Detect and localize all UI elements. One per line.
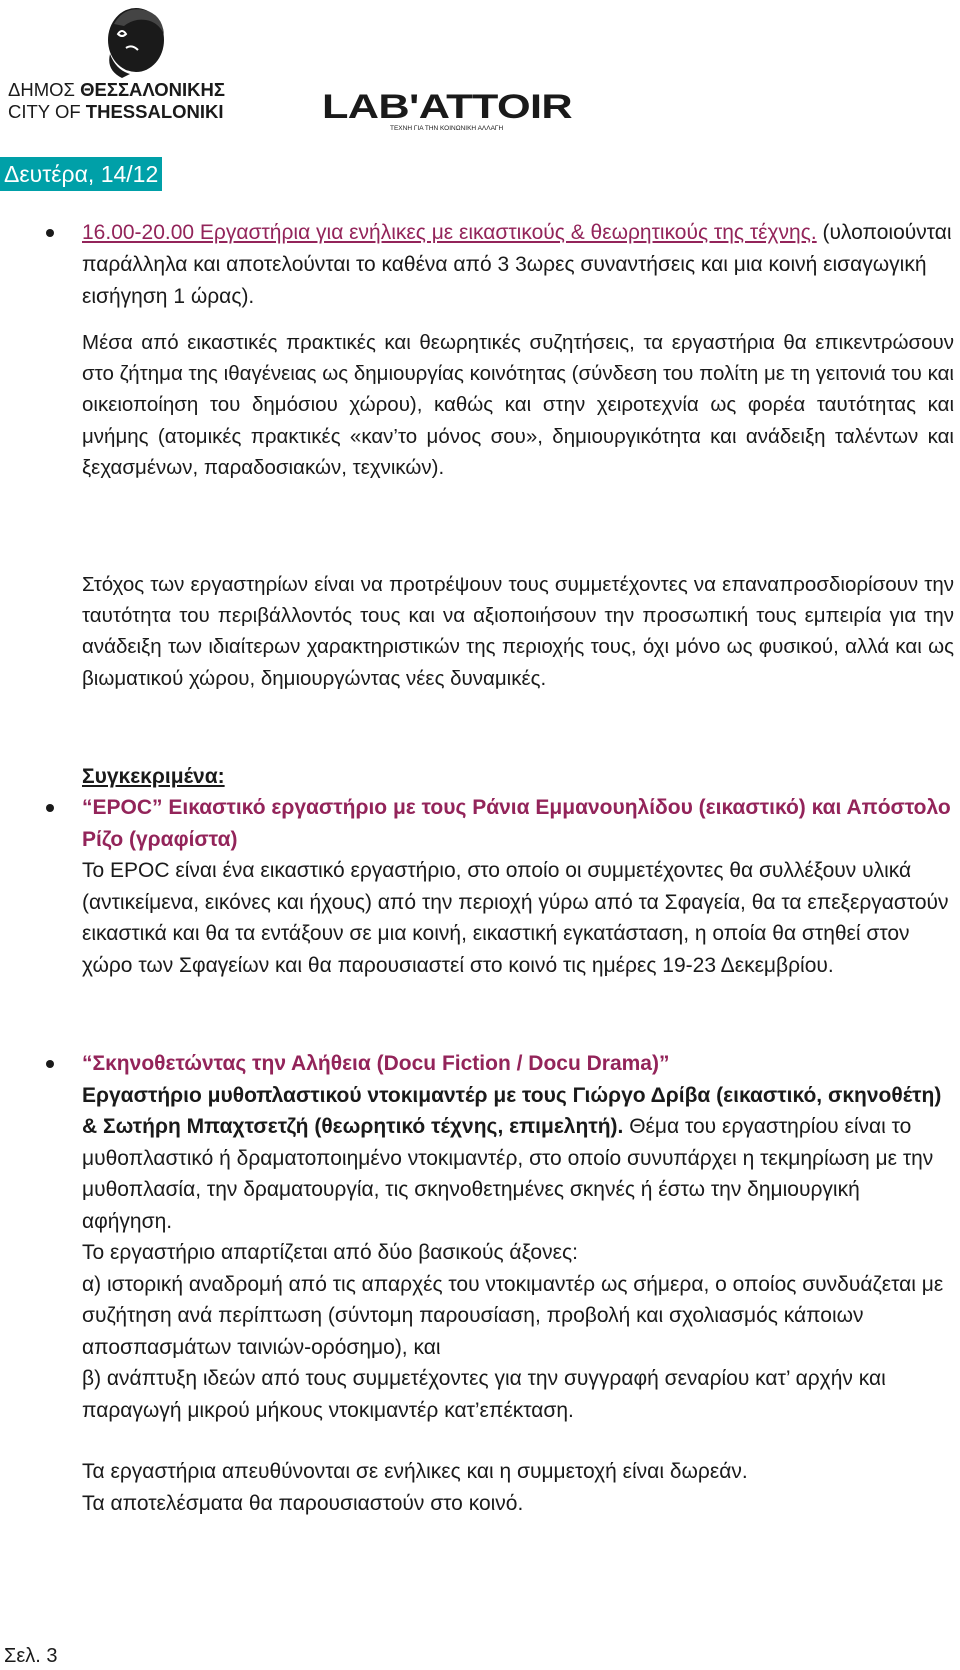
city-logo-prefix-en: CITY OF xyxy=(8,101,81,122)
city-logo-bold-gr: ΘΕΣΣΑΛΟΝΙΚΗΣ xyxy=(80,79,225,100)
paragraph-goals: Στόχος των εργαστηρίων είναι να προτρέψουν τους συμμετέχοντες να επαναπροσδιορίσουν την ταυτότητα του περιβάλλοντός τους και να αξιοποιήσουν την προσωπική τους εμπειρία για την ανάδειξη των ιδιαίτερων χαρακτηριστικών της περιοχής τους, όχι μόνο ως φυσικού, αλλά και ως βιωματικού χώρου, δημιουργώντας νέες δυναμικές. xyxy=(82,573,954,690)
page-number: Σελ. 3 xyxy=(4,1645,58,1667)
section-heading: Συγκεκριμένα: xyxy=(82,765,225,788)
svg-text:CITY OF THESSALONIKI xyxy=(8,101,224,122)
workshop-2-closing-1: Τα εργαστήρια απευθύνονται σε ενήλικες και η συμμετοχή είναι δωρεάν. xyxy=(82,1460,748,1483)
bullet-icon xyxy=(46,804,54,812)
alexander-head-emblem-icon xyxy=(108,8,164,78)
labattoir-logo xyxy=(322,88,574,132)
city-logo-prefix-gr: ΔΗΜΟΣ xyxy=(8,79,75,100)
workshop-2-subtitle: Εργαστήριο μυθοπλαστικού ντοκιμαντέρ με τους Γιώργο Δρίβα (εικαστικό, σκηνοθέτη) & Σωτήρη Μπαχτσετζή (θεωρητικό τέχνης, επιμελητή). xyxy=(82,1083,942,1138)
paragraph-intro: Μέσα από εικαστικές πρακτικές και θεωρητικές συζητήσεις, τα εργαστήρια θα επικεντρώσουν στο ζήτημα της ιθαγένειας ως δημιουργίας κοινότητας (σύνδεση του πολίτη με τη γειτονιά του και οικειοποίηση του δημόσιου χώρου), καθώς και στην χειροτεχνία ως φορέα ταυτότητας και μνήμης (ατομικές πρακτικές «καν’το μόνος σου», δημιουργικότητα και ανάδειξη ταλέντων και ξεχασμένων, παραδοσιακών, τεχνικών). xyxy=(82,331,954,479)
lab-logo-name: LAB'ATTOIR xyxy=(322,88,572,126)
workshop-2-item xyxy=(82,1048,954,1519)
workshop-2-closing-2: Τα αποτελέσματα θα παρουσιαστούν στο κοινό. xyxy=(82,1491,524,1515)
workshop-1-body: Το ΕΡΟC είναι ένα εικαστικό εργαστήριο, στο οποίο οι συμμετέχοντες θα συλλέξουν υλικά (αντικείμενα, εικόνες και ήχους) από την περιοχή γύρω από τα Σφαγεία, θα τα επεξεργαστούν εικαστικά και θα τα εντάξουν σε μια κοινή, εικαστική εγκατάσταση, η οποία θα στηθεί στον χώρο των Σφαγείων και θα παρουσιαστεί στο κοινό τις ημέρες 19-23 Δεκεμβρίου. xyxy=(82,859,949,977)
workshop-2-axes-intro: Το εργαστήριο απαρτίζεται από δύο βασικούς άξονες: xyxy=(82,1241,578,1264)
workshop-1-item xyxy=(82,792,954,981)
city-logo-bold-en: THESSALONIKI xyxy=(85,101,224,122)
workshop-2-body: Θέμα του εργαστηρίου είναι το μυθοπλαστικό ή δραματοποιημένο ντοκιμαντέρ, στο οποίο συνυπάρχει η τεκμηρίωση με την μυθοπλασία, την δραματουργία, τις σκηνοθετημένες σκηνές ή έστω την δημιουργική αφήγηση. xyxy=(82,1115,934,1233)
intro-note: (υλοποιούνται παράλληλα και αποτελούνται το καθένα από 3 3ωρες συναντήσεις και μια κοινή εισαγωγική εισήγηση 1 ώρας). xyxy=(82,221,952,308)
workshop-2-title: “Σκηνοθετώντας την Αλήθεια (Docu Fiction / Docu Drama)” xyxy=(82,1052,670,1075)
bullet-icon xyxy=(46,229,54,237)
intro-title: 16.00-20.00 Εργαστήρια για ενήλικες με εικαστικούς & θεωρητικούς της τέχνης. xyxy=(82,221,817,244)
workshop-1-title: “ΕΡΟC” Εικαστικό εργαστήριο με τους Ράνια Εμμανουηλίδου (εικαστικό) και Απόστολο Ρίζο (γραφίστα) xyxy=(82,796,951,851)
workshop-2-axis-a: α) ιστορική αναδρομή από τις απαρχές του ντοκιμαντέρ ως σήμερα, ο οποίος συνδυάζεται με συζήτηση ανά περίπτωση (σύντομη παρουσίαση, προβολή και σχολιασμός κάποιων αποσπασμάτων ταινιών-ορόσημο), και xyxy=(82,1272,944,1359)
intro-list-item xyxy=(82,217,954,313)
bullet-icon xyxy=(46,1060,54,1068)
date-badge: Δευτέρα, 14/12 xyxy=(0,157,162,191)
city-of-thessaloniki-logo xyxy=(6,4,256,126)
lab-logo-tagline: ΤΕΧΝΗ ΓΙΑ ΤΗΝ ΚΟΙΝΩΝΙΚΗ ΑΛΛΑΓΗ xyxy=(390,125,504,132)
svg-text:ΔΗΜΟΣ ΘΕΣΣΑΛΟΝΙΚΗΣ xyxy=(8,79,225,100)
workshop-2-axis-b: β) ανάπτυξη ιδεών από τους συμμετέχοντες για την συγγραφή σεναρίου κατ’ αρχήν και παραγωγή μικρού μήκους ντοκιμαντέρ κατ’επέκταση. xyxy=(82,1367,886,1422)
